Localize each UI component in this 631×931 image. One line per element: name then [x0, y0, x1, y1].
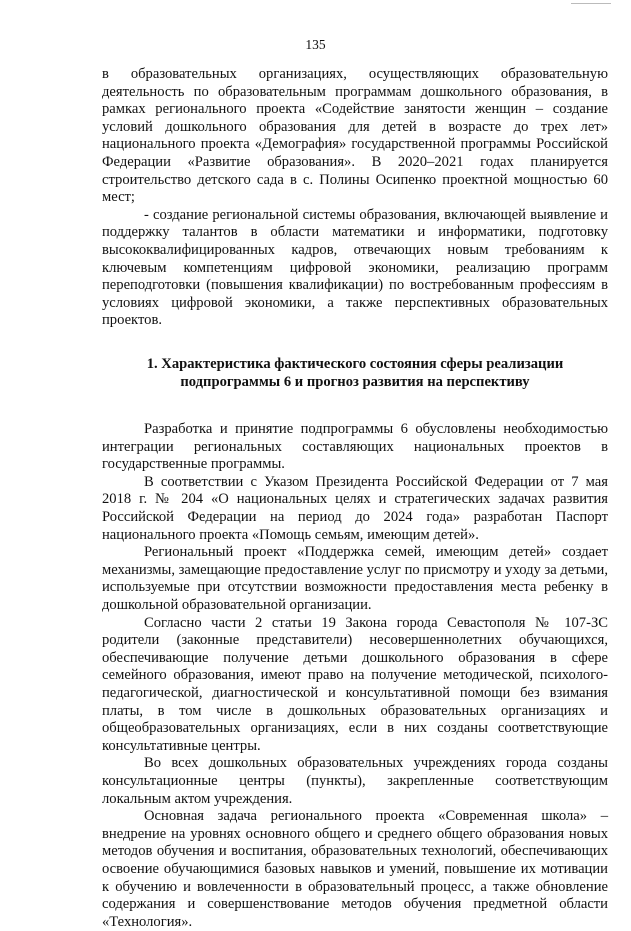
section-heading-line: подпрограммы 6 и прогноз развития на перспективу	[180, 373, 530, 390]
document-body	[102, 66, 608, 931]
section-heading-line: 1. Характеристика фактического состояния сферы реализации	[146, 355, 564, 372]
paragraph: Разработка и принятие подпрограммы 6 обусловлены необходимостью интеграции региональных составляющих национальных проектов в государственные программы.	[102, 421, 608, 473]
scan-artifact	[571, 3, 611, 6]
paragraph: В соответствии с Указом Президента Российской Федерации от 7 мая 2018 г. № 204 «О национальных целях и стратегических задачах развития Российской Федерации на период до 2024 года» разработан Паспорт национального проекта «Помощь семьям, имеющим детей».	[102, 473, 608, 543]
paragraph: Согласно части 2 статьи 19 Закона города Севастополя № 107-ЗС родители (законные представители) несовершеннолетних обучающихся, обеспечивающие получение детьми дошкольного образования в сфере семейного образования, имеют право на получение методической, психолого-педагогической, диагностической и консультативной помощи без взимания платы, в том числе в дошкольных образовательных организациях и общеобразовательных организациях, если в них созданы соответствующие консультативные центры.	[102, 614, 608, 754]
paragraph: - создание региональной системы образования, включающей выявление и поддержку талантов в области математики и информатики, подготовку высококвалифицированных кадров, отвечающих новым требованиям к ключевым компетенциям цифровой экономики, реализацию программ переподготовки (повышения квалификации) по востребованным профессиям в условиях цифровой экономики, а также перспективных образовательных проектов.	[102, 206, 608, 329]
section-heading	[102, 356, 608, 391]
page-number: 135	[305, 37, 326, 52]
paragraph: в образовательных организациях, осуществляющих образовательную деятельность по образовательным программам дошкольного образования, в рамках регионального проекта «Содействие занятости женщин – создание условий дошкольного образования для детей в возрасте до трех лет» национального проекта «Демография» государственной программы Российской Федерации «Развитие образования». В 2020–2021 годах планируется строительство детского сада в с. Полины Осипенко проектной мощностью 60 мест;	[102, 66, 608, 206]
paragraph: Основная задача регионального проекта «Современная школа» – внедрение на уровнях основного общего и среднего общего образования новых методов обучения и воспитания, образовательных технологий, обеспечивающих освоение обучающимися базовых навыков и умений, повышение их мотивации к обучению и вовлеченности в образовательный процесс, а также обновление содержания и совершенствование методов обучения предметной области «Технология».	[102, 808, 608, 930]
paragraph: Во всех дошкольных образовательных учреждениях города созданы консультационные центры (пункты), закрепленные соответствующим локальным актом учреждения.	[102, 755, 608, 807]
paragraph: Региональный проект «Поддержка семей, имеющим детей» создает механизмы, замещающие предоставление услуг по присмотру и уходу за детьми, используемые при отсутствии возможности предоставления места ребенку в дошкольной образовательной организации.	[102, 544, 608, 614]
